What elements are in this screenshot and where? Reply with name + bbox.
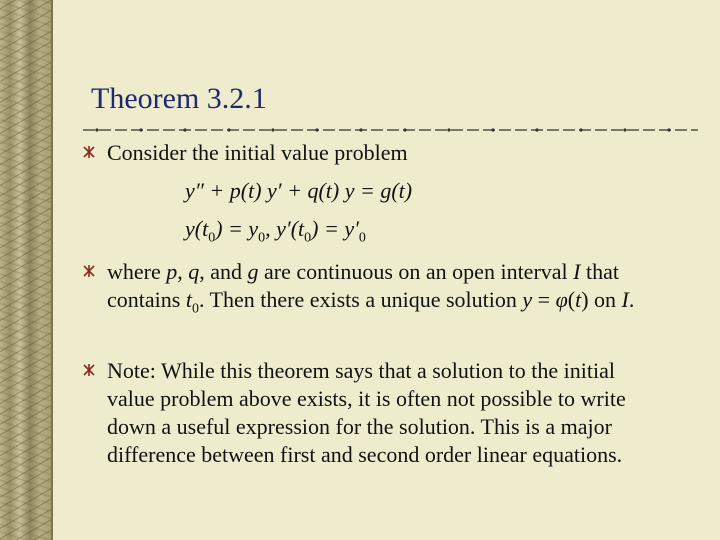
note-line: down a useful expression for the solution. This is a major [107, 414, 612, 439]
title-divider [83, 126, 698, 134]
bullet-icon [82, 145, 96, 159]
slide-title: Theorem 3.2.1 [91, 82, 267, 115]
note-line: difference between first and second order linear equations. [107, 442, 623, 467]
note-line: Note: While this theorem says that a solution to the initial [107, 358, 615, 383]
equation-ode: y″ + p(t) y′ + q(t) y = g(t) [185, 178, 413, 203]
bullet-text-continuity: where p, q, and g are continuous on an open interval I that contains $t_0$. Then there exists a unique solution y = φ(t) on I. [107, 259, 635, 317]
bullet-text-note [107, 357, 626, 469]
bullet-icon [82, 264, 96, 278]
decorative-side-strip [0, 0, 53, 540]
equation-initial-conditions: $y(t_0) = y_0$, $y'(t_0) = y'_0$ [185, 216, 366, 246]
bullet-text-initial-value: Consider the initial value problem [107, 140, 408, 165]
bullet-icon [82, 363, 96, 377]
note-line: value problem above exists, it is often not possible to write [107, 386, 626, 411]
